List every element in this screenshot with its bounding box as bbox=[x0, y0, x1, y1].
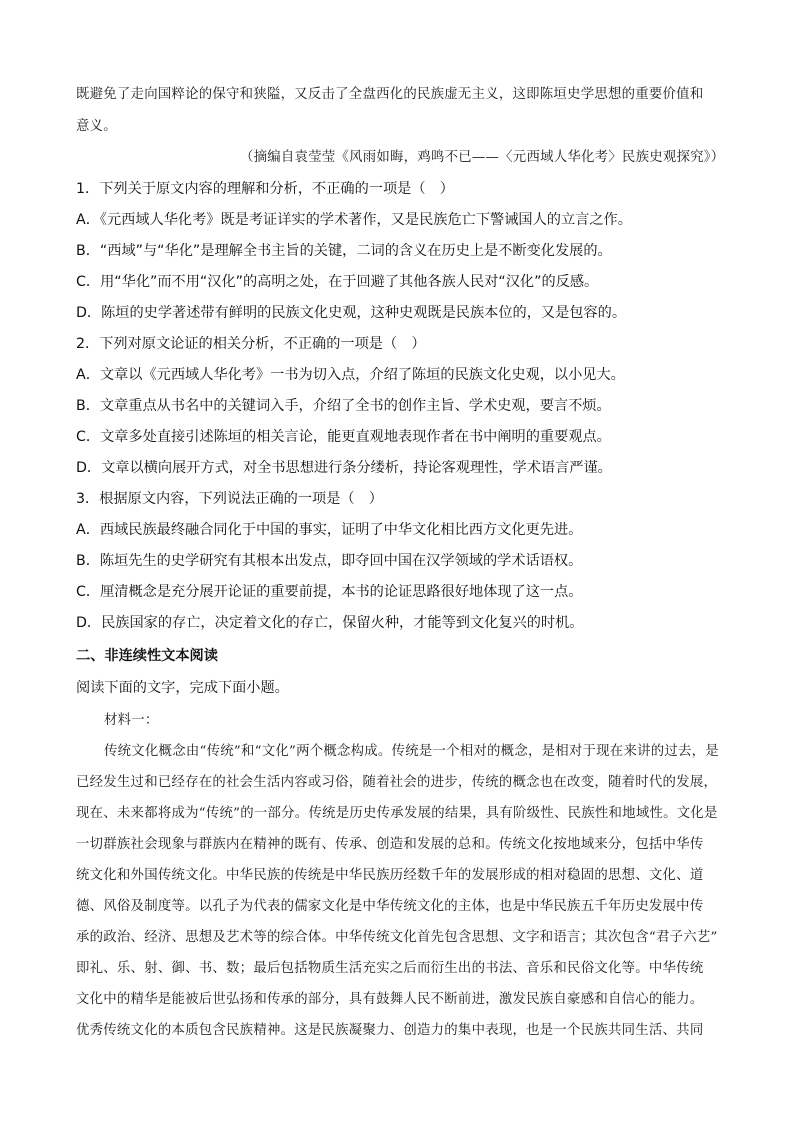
material-line-1: 传统文化概念由“传统”和“文化”两个概念构成。传统是一个相对的概念，是相对于现在来讲的过去，是 bbox=[104, 744, 719, 759]
passage-source: （摘编自袁莹莹《风雨如晦，鸡鸣不已——〈元西域人华化考〉民族史观探究》） bbox=[240, 150, 725, 165]
question-2-option-a: A．文章以《元西域人华化考》一书为切入点，介绍了陈垣的民族文化史观，以小见大。 bbox=[76, 367, 625, 383]
question-2-stem: 2．下列对原文论证的相关分析，不正确的一项是（ ） bbox=[76, 336, 426, 352]
question-2-option-d: D．文章以横向展开方式，对全书思想进行条分缕析，持论客观理性，学术语言严谨。 bbox=[76, 460, 612, 476]
question-3-option-b: B．陈垣先生的史学研究有其根本出发点，即夺回中国在汉学领域的学术话语权。 bbox=[76, 553, 583, 569]
material-line-7: 承的政治、经济、思想及艺术等的综合体。中华传统文化首先包含思想、文字和语言；其次包含“君子六艺” bbox=[76, 930, 718, 945]
material-line-8: 即礼、乐、射、御、书、数；最后包括物质生活充实之后而衍生出的书法、音乐和民俗文化等。中华传统 bbox=[76, 961, 704, 976]
question-3-option-a: A．西域民族最终融合同化于中国的事实，证明了中华文化相比西方文化更先进。 bbox=[76, 522, 583, 538]
material-line-9: 文化中的精华是能被后世弘扬和传承的部分，具有鼓舞人民不断前进，激发民族自豪感和自信心的能力。 bbox=[76, 992, 704, 1007]
question-1-option-b: B．“西域”与“华化”是理解全书主旨的关键，二词的含义在历史上是不断变化发展的。 bbox=[76, 243, 612, 259]
material-line-3: 现在、未来都将成为“传统”的一部分。传统是历史传承发展的结果，具有阶级性、民族性和地域性。文化是 bbox=[76, 806, 718, 821]
question-2-option-b: B．文章重点从书名中的关键词入手，介绍了全书的创作主旨、学术史观，要言不烦。 bbox=[76, 398, 611, 414]
material-line-6: 德、风俗及制度等。以孔子为代表的儒家文化是中华传统文化的主体，也是中华民族五千年历史发展中传 bbox=[76, 899, 704, 914]
section-instruction: 阅读下面的文字，完成下面小题。 bbox=[76, 680, 289, 696]
material-line-5: 统文化和外国传统文化。中华民族的传统是中华民族历经数千年的发展形成的相对稳固的思想、文化、道 bbox=[76, 868, 704, 883]
material-line-10: 优秀传统文化的本质包含民族精神。这是民族凝聚力、创造力的集中表现，也是一个民族共同生活、共同 bbox=[76, 1023, 704, 1038]
question-1-option-c: C．用“华化”而不用“汉化”的高明之处，在于回避了其他各族人民对“汉化”的反感。 bbox=[76, 274, 599, 290]
question-1-option-a: A．《元西域人华化考》既是考证详实的学术著作，又是民族危亡下警诫国人的立言之作。 bbox=[76, 212, 632, 228]
passage-line-1: 既避免了走向国粹论的保守和狭隘，又反击了全盘西化的民族虚无主义，这即陈垣史学思想的重要价值和 bbox=[76, 87, 704, 102]
material-line-4: 一切群族社会现象与群族内在精神的既有、传承、创造和发展的总和。传统文化按地域来分，包括中华传 bbox=[76, 837, 704, 852]
question-3-stem: 3．根据原文内容，下列说法正确的一项是（ ） bbox=[76, 491, 383, 507]
material-label: 材料一： bbox=[104, 713, 159, 728]
question-1-stem: 1．下列关于原文内容的理解和分析，不正确的一项是（ ） bbox=[76, 181, 454, 197]
passage-line-2: 意义。 bbox=[76, 119, 117, 134]
material-line-2: 已经发生过和已经存在的社会生活内容或习俗，随着社会的进步，传统的概念也在改变，随着时代的发展， bbox=[76, 775, 718, 790]
section-heading: 二、非连续性文本阅读 bbox=[76, 648, 218, 664]
question-2-option-c: C．文章多处直接引述陈垣的相关言论，能更直观地表现作者在书中阐明的重要观点。 bbox=[76, 429, 611, 445]
question-1-option-d: D．陈垣的史学著述带有鲜明的民族文化史观，这种史观既是民族本位的，又是包容的。 bbox=[76, 305, 627, 321]
question-3-option-c: C．厘清概念是充分展开论证的重要前提，本书的论证思路很好地体现了这一点。 bbox=[76, 584, 583, 600]
question-3-option-d: D．民族国家的存亡，决定着文化的存亡，保留火种，才能等到文化复兴的时机。 bbox=[76, 615, 584, 631]
